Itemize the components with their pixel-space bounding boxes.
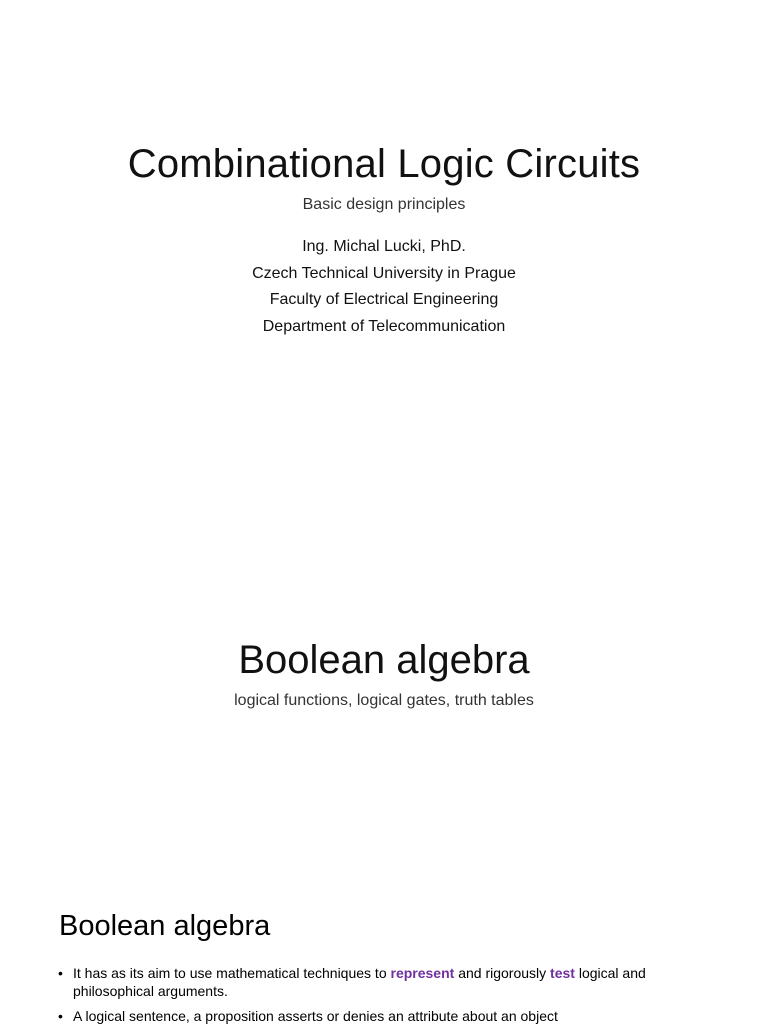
slide-content (0, 876, 768, 1024)
author-name: Ing. Michal Lucki, PhD. (302, 238, 466, 255)
list-item (58, 1007, 718, 1025)
presentation-title: Combinational Logic Circuits (127, 142, 641, 186)
slide-section-header (0, 576, 768, 876)
bullet-text: and rigorously (454, 965, 551, 981)
section-subtitle: logical functions, logical gates, truth tables (234, 692, 534, 709)
content-title: Boolean algebra (59, 910, 271, 942)
list-item (58, 964, 718, 1000)
section-title: Boolean algebra (238, 638, 530, 682)
bullet-icon: • (58, 965, 63, 981)
bullet-text: logical and philosophical arguments. (73, 965, 646, 999)
bullet-list (58, 964, 718, 1032)
author-university: Czech Technical University in Prague (252, 264, 516, 282)
highlight-represent: represent (390, 965, 455, 981)
bullet-icon: • (58, 1008, 63, 1024)
bullet-text: A logical sentence, a proposition asserts or denies an attribute about an object (73, 1008, 558, 1024)
author-department: Department of Telecommunication (262, 317, 506, 335)
bullet-text: It has as its aim to use mathematical techniques to (73, 965, 391, 981)
presentation-subtitle: Basic design principles (302, 196, 466, 213)
highlight-test: test (550, 965, 575, 981)
author-block (0, 234, 768, 340)
author-faculty: Faculty of Electrical Engineering (269, 291, 499, 308)
